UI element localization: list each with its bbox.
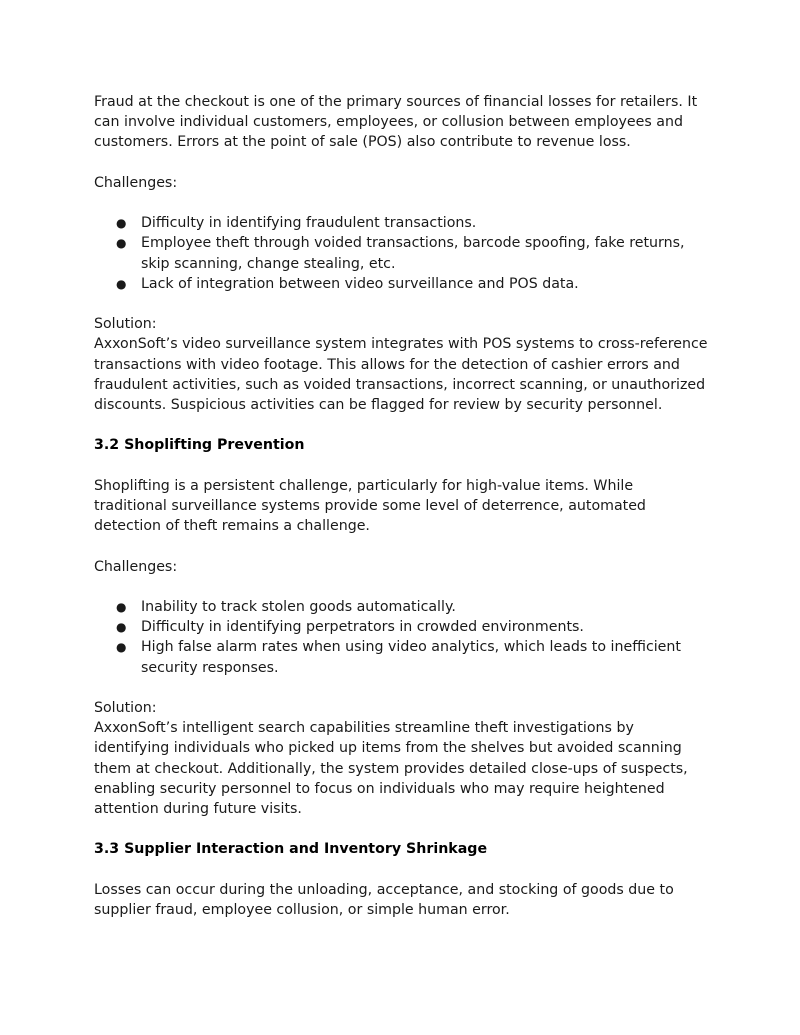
list-item (94, 617, 710, 637)
section3-intro: Losses can occur during the unloading, acceptance, and stocking of goods due to supplier fraud, employee collusion, or simple human error. (94, 881, 674, 918)
bullet-icon: ● (116, 620, 127, 635)
list-item (94, 274, 710, 294)
list-item (94, 637, 710, 677)
section2-heading: 3.2 Shoplifting Prevention (94, 437, 305, 454)
section1-solution: AxxonSoft’s video surveillance system integrates with POS systems to cross-reference transactions with video footage. This allows for the detection of cashier errors and fraudulent activities, such as voided transactions, incorrect scanning, or unauthorized discounts. Suspicious activities can be flagged for review by security personnel. (94, 336, 708, 413)
list-item-text: High false alarm rates when using video analytics, which leads to inefficient security responses. (141, 639, 681, 676)
section2-solution: AxxonSoft’s intelligent search capabilities streamline theft investigations by identifying individuals who picked up items from the shelves but avoided scanning them at checkout. Additionally, the system provides detailed close-ups of suspects, enabling security personnel to focus on individuals who may require heightened attention during future visits. (94, 720, 688, 817)
list-item-text: Employee theft through voided transactions, barcode spoofing, fake returns, skip scanning, change stealing, etc. (141, 235, 685, 272)
bullet-icon: ● (116, 640, 127, 655)
list-item-text: Inability to track stolen goods automatically. (141, 598, 456, 615)
section1-challenges-label: Challenges: (94, 174, 178, 191)
list-item (94, 233, 710, 273)
section3-heading: 3.3 Supplier Interaction and Inventory Shrinkage (94, 841, 488, 858)
document-page (94, 92, 710, 920)
list-item (94, 597, 710, 617)
section2-intro: Shoplifting is a persistent challenge, particularly for high-value items. While traditional surveillance systems provide some level of deterrence, automated detection of theft remains a challenge. (94, 477, 646, 535)
section2-challenges-list (94, 597, 710, 678)
section2-challenges-label: Challenges: (94, 558, 178, 575)
list-item-text: Difficulty in identifying fraudulent transactions. (141, 215, 477, 232)
section1-challenges-list (94, 213, 710, 294)
bullet-icon: ● (116, 236, 127, 251)
section1-solution-label: Solution: (94, 316, 157, 333)
list-item-text: Difficulty in identifying perpetrators in crowded environments. (141, 619, 584, 636)
list-item (94, 213, 710, 233)
section2-solution-label: Solution: (94, 699, 157, 716)
bullet-icon: ● (116, 216, 127, 231)
list-item-text: Lack of integration between video surveillance and POS data. (141, 275, 579, 292)
section1-intro: Fraud at the checkout is one of the primary sources of financial losses for retailers. It can involve individual customers, employees, or collusion between employees and customers. Errors at the point of sale (POS) also contribute to revenue loss. (94, 94, 698, 151)
bullet-icon: ● (116, 599, 127, 614)
bullet-icon: ● (116, 276, 127, 291)
